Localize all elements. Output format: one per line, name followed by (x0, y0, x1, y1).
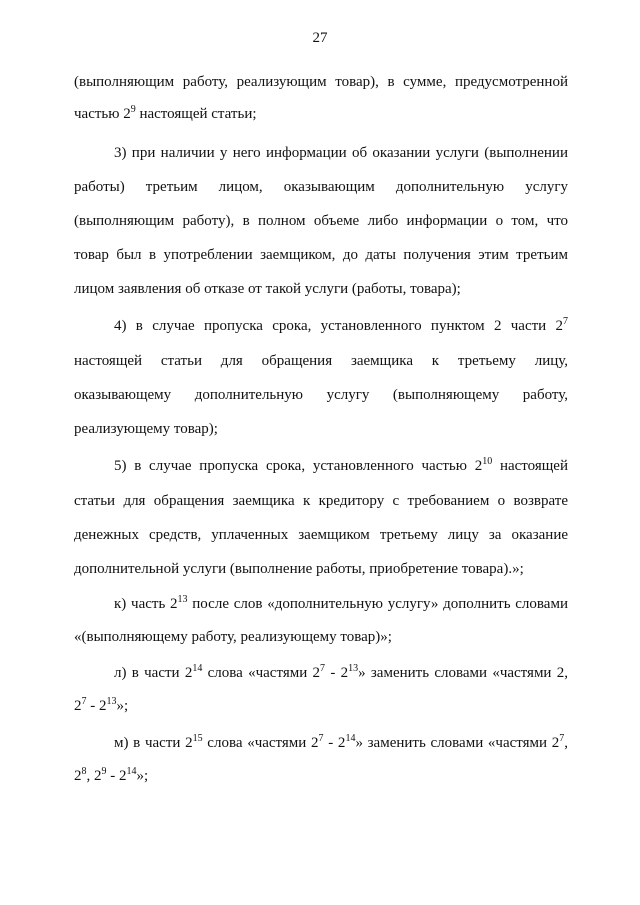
superscript: 10 (482, 456, 493, 467)
superscript: 7 (320, 663, 326, 674)
text-line: 5) в случае пропуска срока, установленного частью $2^{10}$ настоящей (114, 456, 568, 474)
text-line: настоящей статьи для обращения заемщика к третьему лицу, (74, 353, 568, 369)
text-line: $2^7 - 2^{13}$»; (74, 696, 129, 714)
superscript: 9 (130, 104, 136, 115)
text-line: «(выполняющему работу, реализующему товар)»; (74, 629, 392, 645)
text-line: оказывающему дополнительную услугу (выполняющему работу, (74, 387, 568, 403)
text-line: товар был в употреблении заемщиком, до даты получения этим третьим (74, 247, 568, 263)
superscript: 13 (106, 696, 117, 707)
superscript: 7 (559, 733, 565, 744)
superscript: 7 (81, 696, 87, 707)
text-line: (выполняющим работу), в полном объеме либо информации о том, что (74, 213, 568, 229)
text-line: 3) при наличии у него информации об оказании услуги (выполнении (114, 145, 568, 161)
superscript: 8 (81, 766, 87, 777)
text-line: $2^8$, $2^9 - 2^{14}$»; (74, 766, 149, 784)
text-line: лицом заявления об отказе от такой услуги (работы, товара); (74, 281, 461, 297)
text-line: частью $2^9$ настоящей статьи; (74, 104, 257, 122)
text-line: л) в части $2^{14}$ слова «частями $2^7 - 2^{13}$» заменить словами «частями 2, (114, 663, 568, 681)
superscript: 7 (563, 316, 568, 327)
text-line: к) часть $2^{13}$ после слов «дополнительную услугу» дополнить словами (114, 594, 568, 612)
superscript: 9 (101, 766, 107, 777)
superscript: 15 (192, 733, 203, 744)
text-line: м) в части $2^{15}$ слова «частями $2^7 - 2^{14}$» заменить словами «частями $2^7$, (114, 733, 569, 751)
page-number: 27 (312, 30, 328, 46)
text-line: статьи для обращения заемщика к кредитору с требованием о возврате (74, 493, 568, 509)
text-line: работы) третьим лицом, оказывающим дополнительную услугу (74, 179, 568, 195)
text-line: дополнительной услуги (выполнение работы, приобретение товара).»; (74, 561, 524, 577)
text-line: денежных средств, уплаченных заемщиком третьему лицу за оказание (74, 527, 568, 543)
superscript: 14 (192, 663, 203, 674)
superscript: 13 (348, 663, 359, 674)
text-line: реализующему товар); (74, 421, 218, 437)
superscript: 7 (318, 733, 324, 744)
superscript: 13 (177, 594, 188, 605)
superscript: 14 (345, 733, 356, 744)
text-line: 4) в случае пропуска срока, установленного пунктом 2 части $2^7$ (114, 316, 568, 334)
text-line: (выполняющим работу, реализующим товар), в сумме, предусмотренной (74, 74, 568, 90)
superscript: 14 (126, 766, 137, 777)
